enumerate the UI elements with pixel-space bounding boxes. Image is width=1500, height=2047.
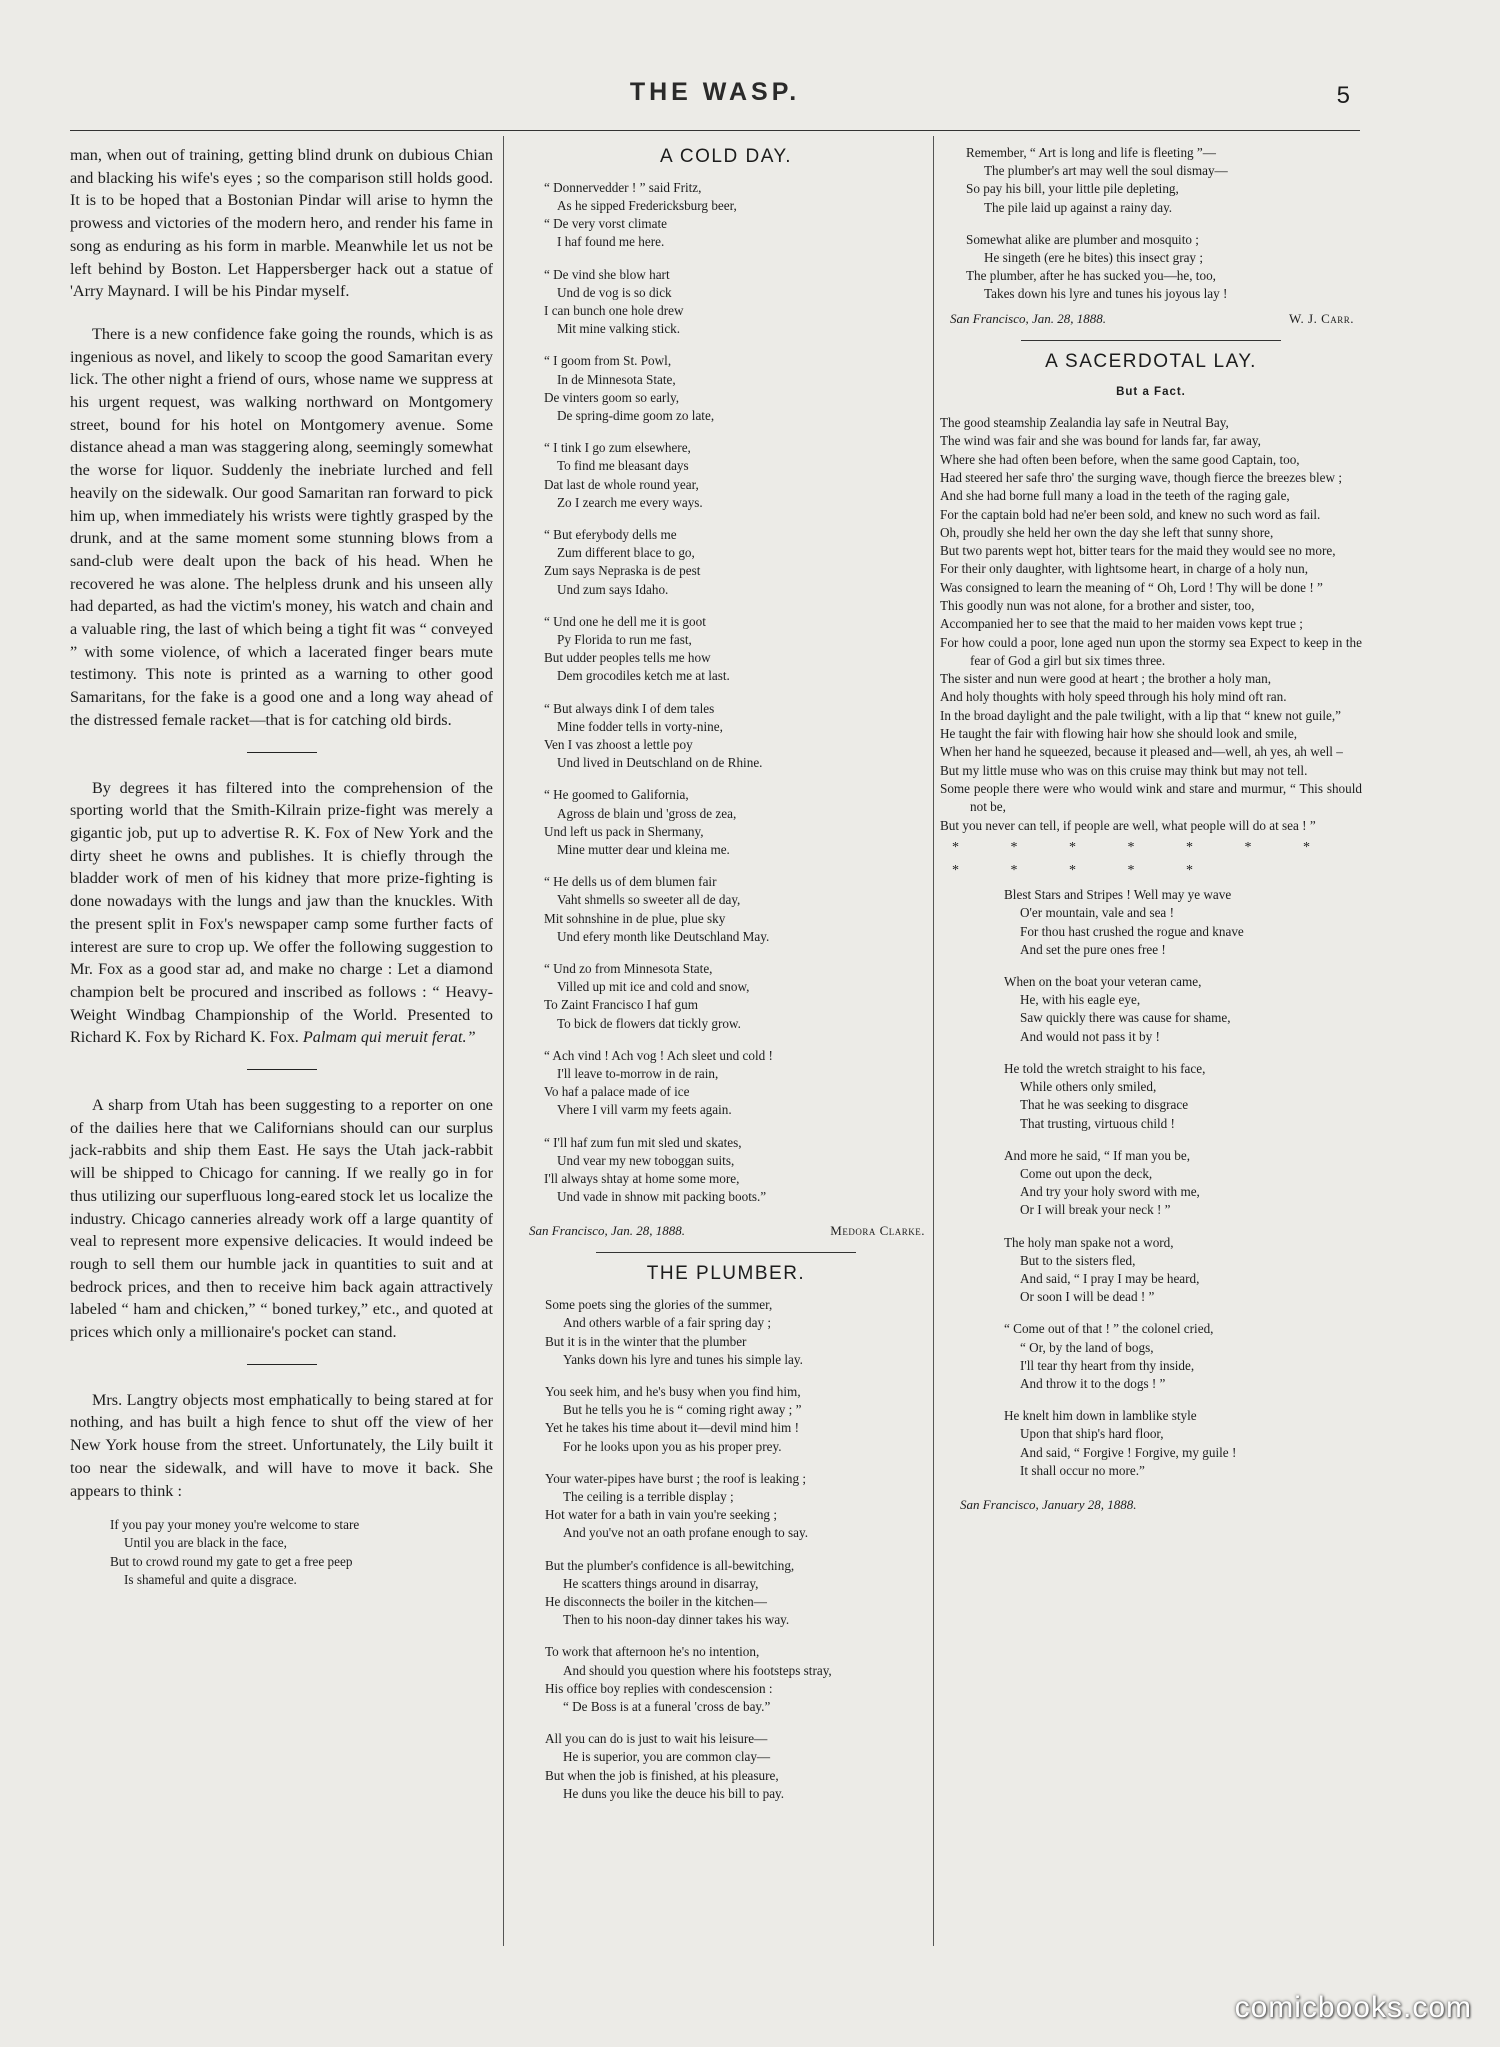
poem-line: The plumber, after he has sucked you—he, too, xyxy=(966,268,1216,284)
poem-line: Mit sohnshine in de plue, plue sky xyxy=(544,910,726,926)
poem-line: Zum says Nepraska is de pest xyxy=(544,563,701,579)
poem-line: Blest Stars and Stripes ! Well may ye wave xyxy=(1004,887,1232,903)
column-poems-right xyxy=(940,144,1362,1517)
poem-line: “ He goomed to Galifornia, xyxy=(544,787,689,803)
poem-line: And more he said, “ If man you be, xyxy=(1004,1147,1191,1163)
column-divider xyxy=(503,136,504,1946)
poem-line: But he tells you he is “ coming right away ; ” xyxy=(563,1402,802,1418)
poem-line: Saw quickly there was cause for shame, xyxy=(1020,1010,1231,1026)
verse-line: But to crowd round my gate to get a free peep xyxy=(110,1553,353,1569)
poem-line: So pay his bill, your little pile depleting, xyxy=(966,181,1179,197)
poem-line: “ I'll haf zum fun mit sled und skates, xyxy=(544,1134,742,1150)
poem-line: “ De vind she blow hart xyxy=(544,266,670,282)
verse-line: If you pay your money you're welcome to stare xyxy=(110,1517,360,1533)
stanza xyxy=(519,1134,933,1207)
poem-line: Or soon I will be dead ! ” xyxy=(1020,1289,1155,1305)
poem-line: The wind was fair and she was bound for lands far, far away, xyxy=(940,433,1261,449)
poem-line: The holy man spake not a word, xyxy=(1004,1234,1174,1250)
stanza xyxy=(940,1060,1362,1133)
section-separator xyxy=(247,1069,317,1070)
masthead-title: THE WASP. xyxy=(629,78,801,106)
paragraph: Mrs. Langtry objects most emphatically to being stared at for nothing, and has built a high fence to shut off the view of her New York house from the street. Unfortunately, the Lily built it too near the sidewalk, and will have to move it back. She appears to think : xyxy=(70,1390,493,1500)
poem-line: “ Or, by the land of bogs, xyxy=(1020,1339,1154,1355)
stanza xyxy=(940,1407,1362,1480)
poem-line: In the broad daylight and the pale twilight, with a lip that “ knew not guile,” xyxy=(940,707,1342,723)
stanza xyxy=(519,266,933,339)
poem-line: O'er mountain, vale and sea ! xyxy=(1020,905,1174,921)
stanza xyxy=(519,786,933,859)
poem-signature xyxy=(940,308,1362,326)
poem-line: When her hand he squeezed, because it pleased and—well, ah yes, ah well – xyxy=(940,744,1343,760)
poem-line: I'll leave to-morrow in de rain, xyxy=(557,1066,719,1082)
signature-place: San Francisco, Jan. 28, 1888. xyxy=(950,310,1106,326)
poem-line: I can bunch one hole drew xyxy=(544,302,684,318)
poem-line: And should you question where his footsteps stray, xyxy=(563,1662,832,1678)
poem-line: Takes down his lyre and tunes his joyous lay ! xyxy=(984,286,1228,302)
page-number: 5 xyxy=(1336,82,1350,109)
poem-line: Vhere I vill varm my feets again. xyxy=(557,1102,732,1118)
poem-line: I haf found me here. xyxy=(557,234,665,250)
poem-line: And she had borne full many a load in the teeth of the raging gale, xyxy=(940,488,1290,504)
poem-line: But my little muse who was on this cruise may think but may not tell. xyxy=(940,762,1308,778)
poem-line: Accompanied her to see that the maid to her maiden vows kept true ; xyxy=(940,616,1303,632)
poem-line: “ De very vorst climate xyxy=(544,216,668,232)
poem-title: A COLD DAY. xyxy=(660,146,792,167)
paragraph-text: By degrees it has filtered into the comprehension of the sporting world that the Smith-Kilrain prize-fight was merely a gigantic job, put up to advertise R. K. Fox of New York and the dirty sheet he owns and publishes. It is chiefly through the bladder work of men of his kidney that more prize-fighting is done nowadays with the lungs and jaw than the knuckles. With the present split in Fox's newspaper camp some further facts of interest are sure to crop up. We offer the following suggestion to Mr. Fox as a good star ad, and make no charge : Let a diamond champion belt be procured and inscribed as follows : “ Heavy-Weight Windbag Championship of the World. Presented to Richard K. Fox by Richard K. Fox. xyxy=(70,778,493,1047)
poem-line: “ Und zo from Minnesota State, xyxy=(544,961,713,977)
stanza xyxy=(940,886,1362,959)
poem-line: His office boy replies with condescension : xyxy=(545,1680,773,1696)
poem-line: For how could a poor, lone aged nun upon the stormy sea Expect to keep in the fear of God a girl but six times three. xyxy=(940,634,1362,668)
poem-line: He disconnects the boiler in the kitchen— xyxy=(545,1594,767,1609)
section-separator xyxy=(247,752,317,753)
poem-line: Upon that ship's hard floor, xyxy=(1020,1426,1164,1442)
poem-sacerdotal-lay xyxy=(940,414,1362,835)
paragraph: There is a new confidence fake going the rounds, which is as ingenious as novel, and likely to scoop the good Samaritan every lick. The other night a friend of ours, whose name we suppress at his urgent request, was walking northward on Montgomery street, bound for his hotel on Montgomery avenue. Some distance ahead a man was staggering along, seemingly somewhat the worse for liquor. Suddenly the inebriate lurched and fell heavily on the sidewalk. Our good Samaritan ran forward to pick him up, when immediately his wrists were tightly grasped by the drunk, and at the same moment some stunning blows from a sand-club were dealt upon the back of his head. When he recovered he was alone. The helpless drunk and his unseen ally had departed, as had the victim's money, his watch and chain and a valuable ring, the last of which being a tight fit was “ conveyed ” with some violence, of which a lacerated finger bears mute testimony. This note is printed as a warning to other good Samaritans, for the fake is a good one and a long way ahead of the distressed female racket—that is for catching old birds. xyxy=(70,324,493,729)
poem-line: The sister and nun were good at heart ; the brother a holy man, xyxy=(940,671,1272,687)
poem-line: It shall occur no more.” xyxy=(1020,1462,1145,1478)
poem-line: Had steered her safe thro' the surging wave, though fierce the breezes blew ; xyxy=(940,469,1342,485)
stanza xyxy=(519,439,933,512)
poem-line: The plumber's art may well the soul dismay— xyxy=(984,163,1228,179)
stanza xyxy=(519,179,933,252)
poem-line: That he was seeking to disgrace xyxy=(1020,1097,1189,1113)
poem-line: “ But eferybody dells me xyxy=(544,526,677,542)
poem-line: Come out upon the deck, xyxy=(1020,1165,1153,1181)
poem-line: While others only smiled, xyxy=(1020,1079,1157,1095)
langtry-verse xyxy=(110,1516,493,1589)
stanza xyxy=(519,700,933,773)
asterism-divider: * * * * * * * * * * * * xyxy=(952,839,1334,878)
stanza xyxy=(519,526,933,599)
signature-author: Medora Clarke. xyxy=(830,1223,925,1239)
poem-line: Hot water for a bath in vain you're seeking ; xyxy=(545,1507,777,1523)
poem-line: Somewhat alike are plumber and mosquito ; xyxy=(966,231,1199,247)
section-separator xyxy=(247,1364,317,1365)
stanza xyxy=(940,231,1362,304)
column-editorial xyxy=(70,144,493,1589)
poem-line: Oh, proudly she held her own the day she left that sunny shore, xyxy=(940,524,1274,540)
poem-line: Or I will break your neck ! ” xyxy=(1020,1202,1171,1218)
poem-line: He, with his eagle eye, xyxy=(1020,992,1141,1008)
poem-line: To find me bleasant days xyxy=(557,458,689,474)
poem-line: Vo haf a palace made of ice xyxy=(544,1084,690,1100)
paragraph: A sharp from Utah has been suggesting to a reporter on one of the dailies here that we Californians should can our surplus jack-rabbits and ship them East. He says the Utah jack-rabbit will be shipped to Chicago for canning. If we really go in for thus utilizing our superfluous long-eared stock let us localize the industry. Chicago canneries already work off a large quantity of veal to represent more expensive delicacies. It would indeed be rough to sell them our humble jack in quantities to suit and at bedrock prices, and then to receive him back again attractively labeled “ ham and chicken,” “ boned turkey,” etc., and quoted at prices which only a millionaire's pocket can stand. xyxy=(70,1096,493,1342)
poem-line: To Zaint Francisco I haf gum xyxy=(544,997,698,1013)
poem-signature xyxy=(519,1220,933,1238)
poem-line: This goodly nun was not alone, for a brother and sister, too, xyxy=(940,598,1255,613)
column-poems xyxy=(519,144,933,1817)
poem-line: Was consigned to learn the meaning of “ Oh, Lord ! Thy will be done ! ” xyxy=(940,579,1323,595)
latin-motto: Palmam qui meruit ferat.” xyxy=(302,1028,476,1047)
column-divider xyxy=(933,136,934,1946)
poem-line: “ I tink I go zum elsewhere, xyxy=(544,440,691,456)
poem-subtitle: But a Fact. xyxy=(1116,386,1186,399)
stanza xyxy=(519,1383,933,1456)
poem-line: And throw it to the dogs ! ” xyxy=(1020,1375,1166,1391)
poem-line: Zum different blace to go, xyxy=(557,545,695,561)
header-rule xyxy=(70,130,1360,131)
stanza xyxy=(940,1147,1362,1220)
signature-author: W. J. Carr. xyxy=(1288,310,1354,326)
verse-line: Until you are black in the face, xyxy=(124,1535,287,1551)
poem-line: Yanks down his lyre and tunes his simple lay. xyxy=(563,1351,803,1367)
poem-line: But to the sisters fled, xyxy=(1020,1252,1136,1268)
poem-line: Mine mutter dear und kleina me. xyxy=(557,842,730,857)
poem-line: Und vade in shnow mit packing boots.” xyxy=(557,1189,767,1205)
stanza xyxy=(519,352,933,425)
signature-place: San Francisco, January 28, 1888. xyxy=(960,1496,1137,1512)
poem-line: For the captain bold had ne'er been sold, and knew no such word as fail. xyxy=(940,506,1321,522)
stanza xyxy=(519,1557,933,1630)
poem-title: THE PLUMBER. xyxy=(646,1263,806,1285)
stanza xyxy=(519,1047,933,1120)
poem-line: Your water-pipes have burst ; the roof is leaking ; xyxy=(545,1470,806,1486)
poem-title: A SACERDOTAL LAY. xyxy=(1045,350,1257,372)
poem-line: As he sipped Fredericksburg beer, xyxy=(557,197,737,213)
poem-line: But when the job is finished, at his pleasure, xyxy=(545,1767,779,1783)
section-rule xyxy=(1021,340,1281,341)
poem-line: And set the pure ones free ! xyxy=(1020,941,1166,957)
stanza xyxy=(519,613,933,686)
poem-line: Und efery month like Deutschland May. xyxy=(557,928,770,944)
poem-line: But the plumber's confidence is all-bewitching, xyxy=(545,1557,795,1573)
poem-line: Mine fodder tells in vorty-nine, xyxy=(557,718,723,734)
poem-plumber xyxy=(519,1296,933,1803)
poem-line: Villed up mit ice and cold and snow, xyxy=(557,979,750,995)
section-rule xyxy=(596,1252,856,1253)
poem-line: Ven I vas zhoost a lettle poy xyxy=(544,736,693,752)
stanza xyxy=(519,1470,933,1543)
poem-line: But udder peoples tells me how xyxy=(544,650,711,666)
poem-sacerdotal-lay-verses xyxy=(940,886,1362,1480)
stanza xyxy=(940,144,1362,217)
poem-line: “ He dells us of dem blumen fair xyxy=(544,874,717,890)
poem-line: “ Und one he dell me it is goot xyxy=(544,613,706,629)
poem-line: And said, “ Forgive ! Forgive, my guile ! xyxy=(1020,1444,1237,1460)
poem-line: Some people there were who would wink and stare and murmur, “ This should not be, xyxy=(940,780,1362,815)
poem-line: Und left us pack in Shermany, xyxy=(544,823,704,839)
stanza xyxy=(519,960,933,1033)
stanza xyxy=(940,973,1362,1046)
poem-line: You seek him, and he's busy when you find him, xyxy=(545,1383,801,1399)
stanza xyxy=(940,1320,1362,1393)
poem-line: Zo I zearch me every ways. xyxy=(557,494,703,510)
poem-line: Py Florida to run me fast, xyxy=(557,631,692,647)
poem-line: I'll always shtay at home some more, xyxy=(544,1171,740,1187)
poem-line: For he looks upon you as his proper prey. xyxy=(563,1438,782,1454)
poem-line: “ Ach vind ! Ach vog ! Ach sleet und cold ! xyxy=(544,1047,773,1063)
poem-line: All you can do is just to wait his leisure— xyxy=(545,1731,768,1747)
poem-line: For their only daughter, with lightsome heart, in charge of a holy nun, xyxy=(940,561,1309,577)
stanza xyxy=(519,1730,933,1803)
poem-line: Vaht shmells so sweeter all de day, xyxy=(557,892,741,908)
poem-line: “ I goom from St. Powl, xyxy=(544,353,672,369)
poem-line: Remember, “ Art is long and life is fleeting ”— xyxy=(966,145,1216,160)
poem-line: He taught the fair with flowing hair how she should look and smile, xyxy=(940,726,1298,742)
poem-line: The good steamship Zealandia lay safe in Neutral Bay, xyxy=(940,415,1229,431)
poem-line: And others warble of a fair spring day ; xyxy=(563,1315,772,1331)
poem-line: But you never can tell, if people are well, what people will do at sea ! ” xyxy=(940,817,1316,833)
poem-line: And holy thoughts with holy speed through his holy mind oft ran. xyxy=(940,689,1287,705)
poem-line: In de Minnesota State, xyxy=(557,371,676,387)
verse-line: Is shameful and quite a disgrace. xyxy=(124,1571,297,1587)
poem-line: Und lived in Deutschland on de Rhine. xyxy=(557,755,763,771)
poem-line: He told the wretch straight to his face, xyxy=(1004,1060,1206,1076)
poem-line: Where she had often been before, when the same good Captain, too, xyxy=(940,451,1300,467)
stanza xyxy=(519,1643,933,1716)
poem-line: Some poets sing the glories of the summer, xyxy=(545,1297,773,1313)
stanza xyxy=(940,1234,1362,1307)
poem-line: Und vear my new toboggan suits, xyxy=(557,1152,735,1168)
poem-line: “ But always dink I of dem tales xyxy=(544,700,715,716)
stanza xyxy=(519,873,933,946)
poem-cold-day xyxy=(519,179,933,1207)
poem-line: He duns you like the deuce his bill to pay. xyxy=(563,1785,785,1801)
poem-line: Und de vog is so dick xyxy=(557,284,672,300)
poem-plumber-continued xyxy=(940,144,1362,304)
paragraph xyxy=(70,777,493,1049)
poem-line: Yet he takes his time about it—devil mind him ! xyxy=(545,1420,799,1436)
poem-line: When on the boat your veteran came, xyxy=(1004,974,1202,990)
poem-line: He scatters things around in disarray, xyxy=(563,1575,759,1591)
poem-line: He is superior, you are common clay— xyxy=(563,1749,771,1765)
poem-line: He knelt him down in lamblike style xyxy=(1004,1408,1197,1424)
poem-line: The pile laid up against a rainy day. xyxy=(984,199,1173,215)
poem-line: For thou hast crushed the rogue and knave xyxy=(1020,923,1244,939)
poem-line: Dem grocodiles ketch me at last. xyxy=(557,668,730,684)
poem-line: But two parents wept hot, bitter tears for the maid they would see no more, xyxy=(940,543,1336,559)
poem-line: Und zum says Idaho. xyxy=(557,581,669,597)
poem-line: To bick de flowers dat tickly grow. xyxy=(557,1015,741,1031)
poem-line: “ Come out of that ! ” the colonel cried, xyxy=(1004,1321,1214,1337)
poem-line: And try your holy sword with me, xyxy=(1020,1184,1200,1200)
poem-line: De spring-dime goom zo late, xyxy=(557,407,715,423)
poem-line: De vinters goom so early, xyxy=(544,389,680,405)
signature-place: San Francisco, Jan. 28, 1888. xyxy=(529,1223,685,1239)
poem-line: The ceiling is a terrible display ; xyxy=(563,1488,734,1504)
poem-line: Then to his noon-day dinner takes his way. xyxy=(563,1612,790,1628)
poem-line: To work that afternoon he's no intention, xyxy=(545,1644,760,1660)
watermark: comicbooks.com xyxy=(1234,1991,1472,2024)
poem-line: “ Donnervedder ! ” said Fritz, xyxy=(544,179,702,195)
poem-line: But it is in the winter that the plumber xyxy=(545,1333,747,1349)
poem-line: Agross de blain und 'gross de zea, xyxy=(557,805,737,821)
page-header xyxy=(70,78,1360,136)
stanza xyxy=(519,1296,933,1369)
poem-line: Dat last de whole round year, xyxy=(544,476,699,492)
poem-line: He singeth (ere he bites) this insect gray ; xyxy=(984,250,1203,266)
poem-line: And you've not an oath profane enough to say. xyxy=(563,1525,809,1541)
poem-line: I'll tear thy heart from thy inside, xyxy=(1020,1357,1195,1373)
poem-line: Mit mine valking stick. xyxy=(557,321,681,337)
poem-line: And would not pass it by ! xyxy=(1020,1028,1160,1044)
paragraph: man, when out of training, getting blind drunk on dubious Chian and blacking his wife's eyes ; so the comparison still holds good. It is to be hoped that a Bostonian Pindar will arise to hymn the prowess and victories of the modern hero, and render his fame in song as enduring as his form in marble. Meanwhile let us not be left behind by Boston. Let Happersberger hack out a statue of 'Arry Maynard. I will be his Pindar myself. xyxy=(70,146,493,301)
poem-line: And said, “ I pray I may be heard, xyxy=(1020,1270,1200,1286)
poem-line: That trusting, virtuous child ! xyxy=(1020,1115,1175,1131)
poem-line: “ De Boss is at a funeral 'cross de bay.” xyxy=(563,1699,771,1715)
